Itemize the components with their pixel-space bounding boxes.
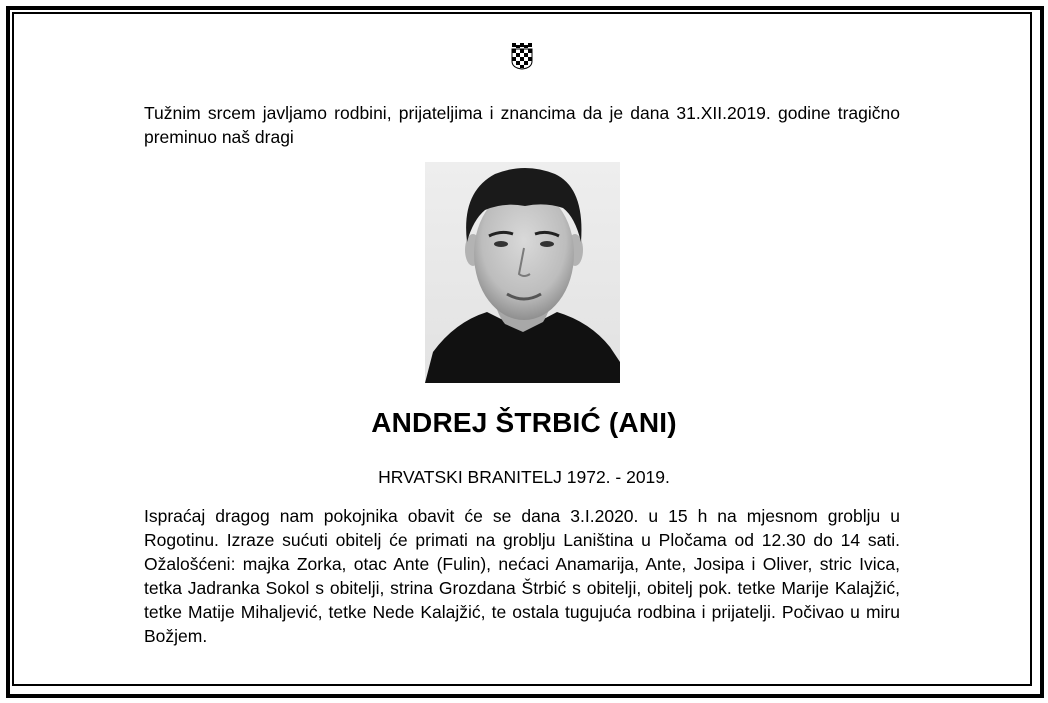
funeral-details: Ispraćaj dragog nam pokojnika obavit će se dana 3.I.2020. u 15 h na mjesnom groblju u Rogotinu. Izraze sućuti obitelj će primati na groblju Laniština u Pločama od 12.30 do 14 sati. Ožalošćeni: majka Zorka, otac Ante (Fulin), nećaci Anamarija, Ante, Josipa i Oliver, stric Ivica, tetka Jadranka Sokol s obitelji, strina Grozdana Štrbić s obitelji, obitelj pok. tetke Marije Kalajžić, tetke Matije Mihaljević, tetke Nede Kalajžić, te ostala tugujuća rodbina i prijatelji. Počivao u miru Božjem. [144,506,900,646]
coat-of-arms-icon [511,42,533,70]
portrait-photo [425,162,620,383]
subtitle: HRVATSKI BRANITELJ 1972. - 2019. [378,467,670,487]
intro-text: Tužnim srcem javljamo rodbini, prijateljima i znancima da je dana 31.XII.2019. godine tragično preminuo naš dragi [144,103,900,147]
deceased-name: ANDREJ ŠTRBIĆ (ANI) [371,407,677,438]
